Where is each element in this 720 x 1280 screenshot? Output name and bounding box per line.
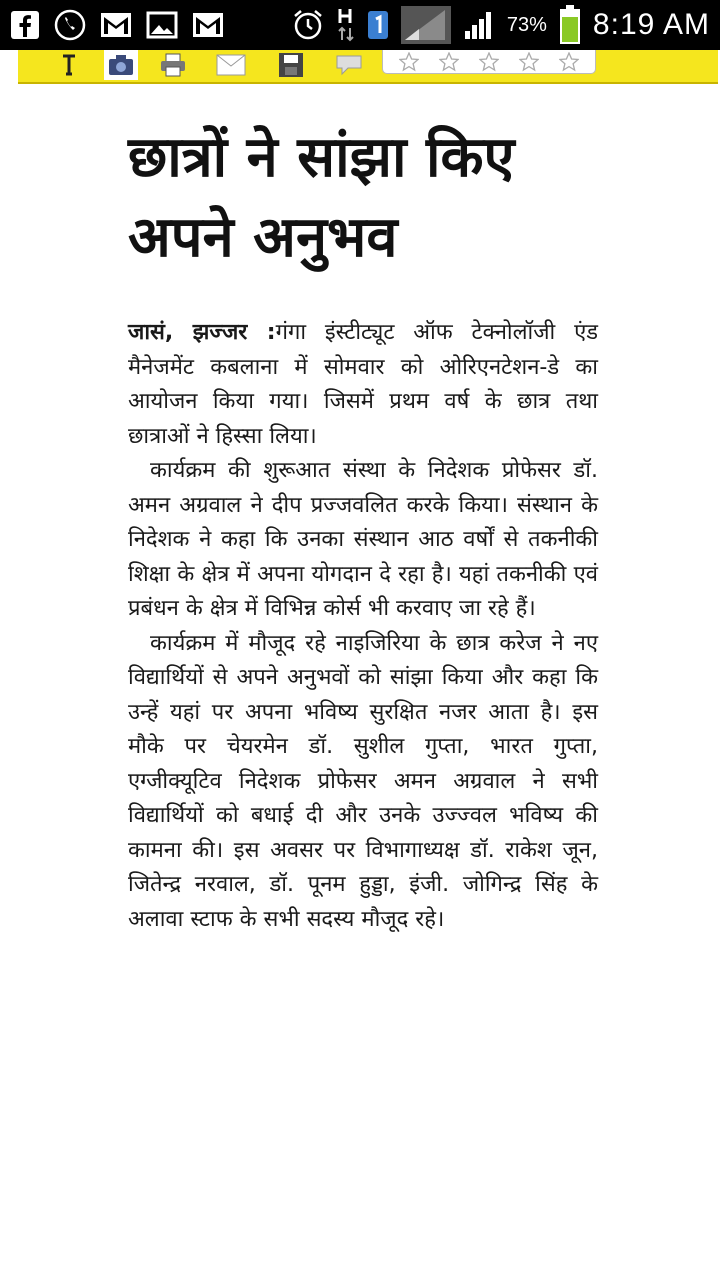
sim-1-icon — [367, 10, 389, 40]
gmail-icon — [192, 12, 224, 38]
star-icon[interactable] — [439, 52, 459, 72]
facebook-icon — [10, 10, 40, 40]
battery-icon — [559, 5, 581, 45]
paragraph: कार्यक्रम की शुरूआत संस्था के निदेशक प्रोफेसर डॉ. अमन अग्रवाल ने दीप प्रज्जवलित करके किया। संस्थान के निदेशक ने कहा कि उनका संस्थान आठ वर्षों से तकनीकी शिक्षा के क्षेत्र में अपना योगदान दे रहा है। यहां तकनीकी एवं प्रबंधन के क्षेत्र में विभिन्न कोर्स भी करवाए जा रहे हैं। — [128, 458, 598, 621]
gallery-icon — [146, 11, 178, 39]
star-icon[interactable] — [559, 52, 579, 72]
star-icon[interactable] — [399, 52, 419, 72]
star-icon[interactable] — [479, 52, 499, 72]
paragraph: कार्यक्रम में मौजूद रहे नाइजिरिया के छात्र करेज ने नए विद्यार्थियों से अपने अनुभवों को सांझा किया और कहा कि उन्हें यहां पर अपना भविष्य सुरक्षित नजर आता है। इस मौके पर चेयरमेन डॉ. सुशील गुप्ता, भारत गुप्ता, एग्जीक्यूटिव निदेशक प्रोफेसर अमन अग्रवाल ने सभी विद्यार्थियों को बधाई दी और उनके उज्ज्वल भविष्य की कामना की। इस अवसर पर विभागाध्यक्ष डॉ. राकेश जून, जितेन्द्र नरवाल, डॉ. पूनम हुड्डा, इंजी. जोगिन्द्र सिंह के अलावा स्टाफ के सभी सदस्य मौजूद रहे। — [128, 630, 598, 932]
paragraph-text: गंगा इंस्टीट्यूट ऑफ टेक्नोलॉजी एंड मैनेजमेंट कबलाना में सोमवार को ओरिएनटेशन-डे का आयोजन किया गया। जिसमें प्रथम वर्ष के छात्र तथा छात्राओं ने हिस्सा लिया। — [128, 320, 599, 449]
battery-percent: 73% — [506, 13, 547, 36]
alarm-icon — [291, 8, 325, 42]
phone-icon — [54, 9, 86, 41]
status-bar — [0, 0, 720, 50]
headline: छात्रों ने सांझा किए अपने अनुभव — [128, 125, 515, 270]
news-article — [128, 118, 598, 937]
gmail-icon — [100, 12, 132, 38]
print-icon[interactable] — [156, 50, 190, 80]
text-size-icon[interactable] — [52, 50, 86, 80]
rating-stars[interactable] — [382, 50, 596, 74]
paragraph — [128, 316, 598, 454]
signal-icon — [463, 9, 495, 41]
system-icons — [291, 5, 710, 45]
signal-icon — [401, 6, 451, 44]
dateline: जासं, झज्जर : — [128, 320, 276, 345]
data-h-icon — [337, 7, 355, 43]
star-icon[interactable] — [519, 52, 539, 72]
save-icon[interactable] — [274, 50, 308, 80]
photo-icon[interactable] — [104, 50, 138, 80]
notification-icons — [10, 9, 224, 41]
comment-icon[interactable] — [332, 50, 366, 80]
email-icon[interactable] — [214, 50, 248, 80]
article-toolbar — [18, 50, 718, 84]
clock: 8:19 AM — [592, 8, 710, 41]
article-body — [128, 316, 598, 937]
